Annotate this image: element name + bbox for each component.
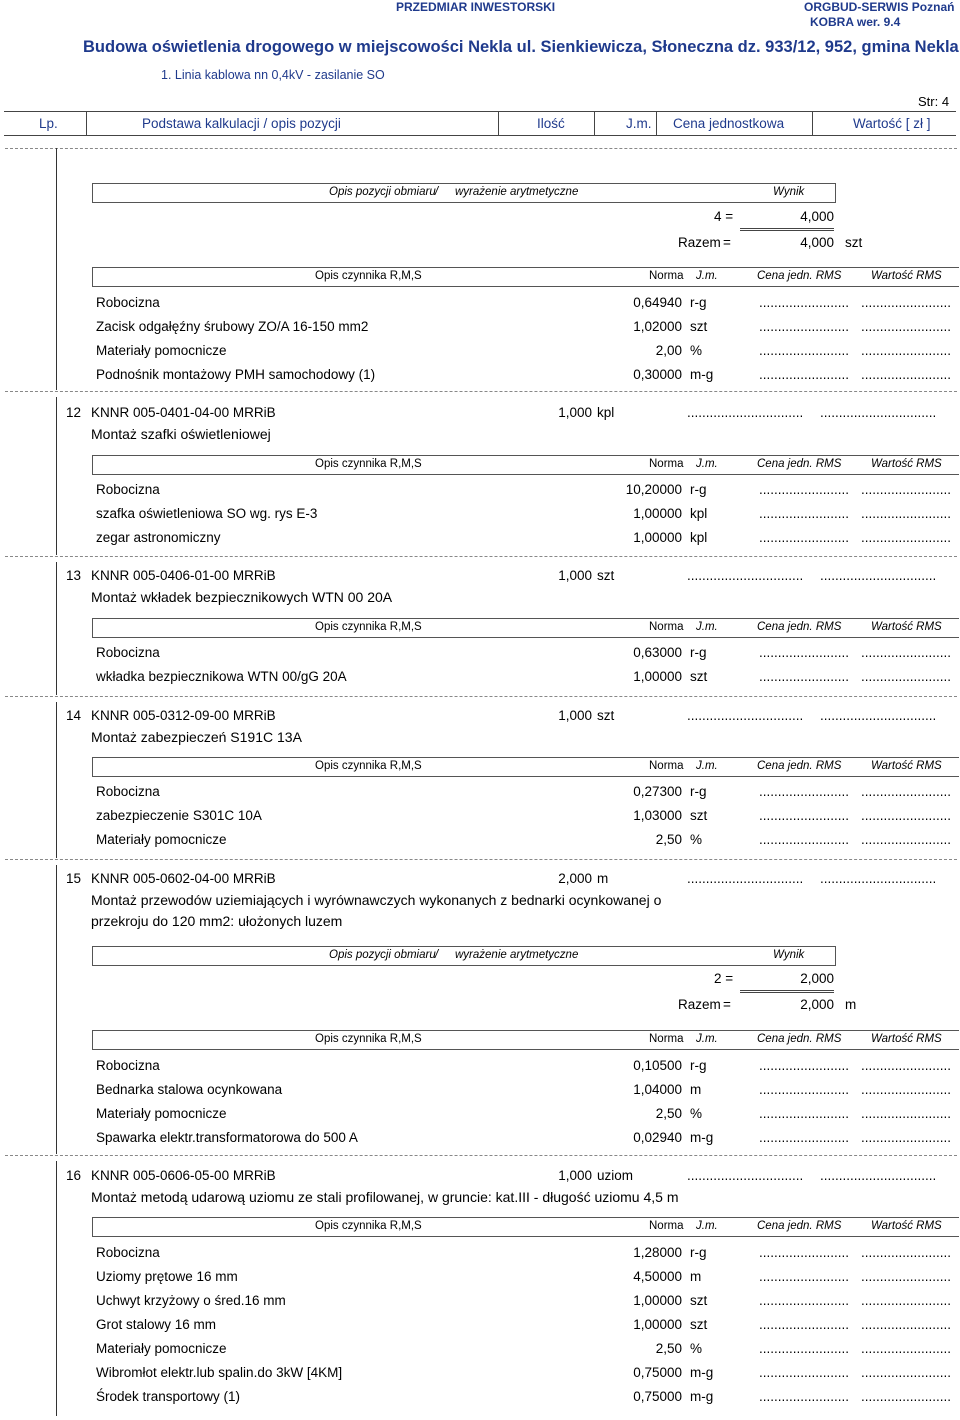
rms-price-placeholder: ........................ xyxy=(759,530,850,545)
rms-name: wkładka bezpiecznikowa WTN 00/gG 20A xyxy=(96,669,347,684)
rms-price-placeholder: ........................ xyxy=(759,295,850,310)
item-description: Montaż wkładek bezpiecznikowych WTN 00 20A xyxy=(91,589,393,605)
rms-price-label: Cena jedn. RMS xyxy=(757,1033,842,1045)
section-separator xyxy=(5,556,957,557)
rms-unit: szt xyxy=(690,669,708,684)
rms-unit: r-g xyxy=(690,645,707,660)
rms-name: zabezpieczenie S301C 10A xyxy=(96,808,262,823)
rms-norm-label: Norma xyxy=(649,621,684,633)
col-basis: Podstawa kalkulacji / opis pozycji xyxy=(142,116,341,131)
rms-norm: 1,03000 xyxy=(633,808,682,823)
rms-value-placeholder: ........................ xyxy=(861,1106,952,1121)
page-number: Str: 4 xyxy=(918,94,950,109)
rms-norm-label: Norma xyxy=(649,458,684,470)
rms-name: Środek transportowy (1) xyxy=(96,1389,241,1404)
rms-value-placeholder: ........................ xyxy=(861,1058,952,1073)
rms-price-placeholder: ........................ xyxy=(759,1341,850,1356)
item-lp: 14 xyxy=(66,708,82,723)
item-unit-price-placeholder: ............................... xyxy=(687,1168,804,1183)
rms-price-placeholder: ........................ xyxy=(759,1317,850,1332)
rms-header xyxy=(92,1030,959,1050)
razem-eq: = xyxy=(723,997,731,1012)
rms-name: Uchwyt krzyżowy o śred.16 mm xyxy=(96,1293,286,1308)
item-unit: szt xyxy=(597,708,615,723)
rms-header xyxy=(92,757,959,777)
rms-norm-label: Norma xyxy=(649,760,684,772)
rms-desc-label: Opis czynnika R,M,S xyxy=(315,760,422,772)
column-header-top-rule xyxy=(4,111,956,112)
item-qty: 1,000 xyxy=(558,568,592,583)
item-unit-price-placeholder: ............................... xyxy=(687,871,804,886)
rms-unit: m-g xyxy=(690,1389,714,1404)
rms-price-placeholder: ........................ xyxy=(759,832,850,847)
rms-norm: 1,00000 xyxy=(633,530,682,545)
obmiar-header xyxy=(92,183,836,203)
rms-unit: m-g xyxy=(690,1130,714,1145)
rms-header xyxy=(92,455,959,475)
company-label: ORGBUD-SERWIS Poznań xyxy=(804,0,955,14)
rms-name: Materiały pomocnicze xyxy=(96,1106,227,1121)
rms-price-placeholder: ........................ xyxy=(759,808,850,823)
rms-price-placeholder: ........................ xyxy=(759,319,850,334)
obmiar-expr-label: wyrażenie arytmetyczne xyxy=(455,186,579,198)
item-value-placeholder: ............................... xyxy=(820,405,937,420)
rms-header xyxy=(92,267,959,287)
rms-value-placeholder: ........................ xyxy=(861,669,952,684)
rms-norm: 2,50 xyxy=(655,832,682,847)
rms-desc-label: Opis czynnika R,M,S xyxy=(315,1033,422,1045)
rms-unit: m xyxy=(690,1082,702,1097)
rms-header xyxy=(92,1217,959,1237)
item-description: przekroju do 120 mm2: ułożonych luzem xyxy=(91,913,343,929)
rms-norm: 1,00000 xyxy=(633,669,682,684)
col-unit-price: Cena jednostkowa xyxy=(673,116,785,131)
software-version-label: KOBRA wer. 9.4 xyxy=(810,15,901,29)
rms-name: Materiały pomocnicze xyxy=(96,832,227,847)
rms-price-placeholder: ........................ xyxy=(759,1269,850,1284)
rms-value-label: Wartość RMS xyxy=(871,270,942,282)
sum-rule xyxy=(740,228,834,231)
rms-unit: szt xyxy=(690,1293,708,1308)
rms-name: Robocizna xyxy=(96,482,160,497)
col-divider xyxy=(498,111,499,135)
section-separator xyxy=(5,391,957,392)
rms-value-label: Wartość RMS xyxy=(871,621,942,633)
rms-price-placeholder: ........................ xyxy=(759,1365,850,1380)
razem-label: Razem xyxy=(678,235,721,250)
rms-price-placeholder: ........................ xyxy=(759,482,850,497)
obmiar-expression: 4 = xyxy=(714,209,734,224)
rms-norm: 1,00000 xyxy=(633,506,682,521)
rms-name: Spawarka elektr.transformatorowa do 500 A xyxy=(96,1130,358,1145)
rms-norm: 10,20000 xyxy=(625,482,682,497)
rms-header xyxy=(92,618,959,638)
document-type-label: PRZEDMIAR INWESTORSKI xyxy=(396,0,556,14)
section-subtitle: 1. Linia kablowa nn 0,4kV - zasilanie SO xyxy=(161,68,385,82)
rms-name: Robocizna xyxy=(96,295,160,310)
rms-name: Wibromłot elektr.lub spalin.do 3kW [4KM] xyxy=(96,1365,343,1380)
rms-name: Robocizna xyxy=(96,645,160,660)
rms-value-placeholder: ........................ xyxy=(861,367,952,382)
item-unit-price-placeholder: ............................... xyxy=(687,568,804,583)
obmiar-expr-label: wyrażenie arytmetyczne xyxy=(455,949,579,961)
rms-value-placeholder: ........................ xyxy=(861,645,952,660)
rms-price-placeholder: ........................ xyxy=(759,367,850,382)
item-code: KNNR 005-0401-04-00 MRRiB xyxy=(91,405,276,420)
rms-norm: 0,10500 xyxy=(633,1058,682,1073)
rms-value-placeholder: ........................ xyxy=(861,1389,952,1404)
item-code: KNNR 005-0602-04-00 MRRiB xyxy=(91,871,276,886)
rms-unit: kpl xyxy=(690,506,708,521)
item-description: Montaż metodą udarową uziomu ze stali profilowanej, w gruncie: kat.III - długość uziomu 4,5 m xyxy=(91,1189,679,1205)
col-divider xyxy=(812,111,813,135)
rms-norm: 0,30000 xyxy=(633,367,682,382)
rms-price-placeholder: ........................ xyxy=(759,1389,850,1404)
rms-norm: 1,00000 xyxy=(633,1293,682,1308)
rms-value-placeholder: ........................ xyxy=(861,295,952,310)
rms-value-placeholder: ........................ xyxy=(861,482,952,497)
item-lp: 15 xyxy=(66,871,82,886)
section-separator xyxy=(5,859,957,860)
rms-norm: 0,02940 xyxy=(633,1130,682,1145)
rms-price-label: Cena jedn. RMS xyxy=(757,621,842,633)
rms-unit: r-g xyxy=(690,1058,707,1073)
item-lp: 16 xyxy=(66,1168,82,1183)
rms-desc-label: Opis czynnika R,M,S xyxy=(315,1220,422,1232)
rms-name: Uziomy prętowe 16 mm xyxy=(96,1269,238,1284)
rms-unit: szt xyxy=(690,319,708,334)
razem-label: Razem xyxy=(678,997,721,1012)
rms-name: Materiały pomocnicze xyxy=(96,343,227,358)
rms-price-placeholder: ........................ xyxy=(759,784,850,799)
rms-price-label: Cena jedn. RMS xyxy=(757,760,842,772)
item-lp: 13 xyxy=(66,568,82,583)
rms-unit: kpl xyxy=(690,530,708,545)
item-lp: 12 xyxy=(66,405,82,420)
razem-value: 2,000 xyxy=(800,997,834,1012)
rms-value-label: Wartość RMS xyxy=(871,760,942,772)
rms-price-placeholder: ........................ xyxy=(759,1130,850,1145)
item-qty: 2,000 xyxy=(558,871,592,886)
obmiar-expression: 2 = xyxy=(714,971,734,986)
obmiar-header xyxy=(92,946,836,966)
rms-value-placeholder: ........................ xyxy=(861,530,952,545)
rms-name: Materiały pomocnicze xyxy=(96,1341,227,1356)
item-code: KNNR 005-0606-05-00 MRRiB xyxy=(91,1168,276,1183)
rms-value-placeholder: ........................ xyxy=(861,808,952,823)
rms-norm: 1,02000 xyxy=(633,319,682,334)
obmiar-slash: / xyxy=(435,949,439,961)
rms-price-placeholder: ........................ xyxy=(759,1058,850,1073)
rms-price-placeholder: ........................ xyxy=(759,343,850,358)
col-qty: Ilość xyxy=(537,116,565,131)
rms-norm-label: Norma xyxy=(649,270,684,282)
rms-unit-label: J.m. xyxy=(696,458,718,470)
rms-norm-label: Norma xyxy=(649,1220,684,1232)
rms-norm: 4,50000 xyxy=(633,1269,682,1284)
project-title: Budowa oświetlenia drogowego w miejscowości Nekla ul. Sienkiewicza, Słoneczna dz. 933/12, 952, gmina Nekla xyxy=(83,38,959,56)
rms-price-placeholder: ........................ xyxy=(759,1293,850,1308)
rms-norm: 0,75000 xyxy=(633,1389,682,1404)
razem-value: 4,000 xyxy=(800,235,834,250)
rms-value-placeholder: ........................ xyxy=(861,832,952,847)
rms-value-placeholder: ........................ xyxy=(861,343,952,358)
rms-unit: r-g xyxy=(690,784,707,799)
rms-value-label: Wartość RMS xyxy=(871,458,942,470)
col-divider xyxy=(86,111,87,135)
rms-unit-label: J.m. xyxy=(696,760,718,772)
item-unit-price-placeholder: ............................... xyxy=(687,708,804,723)
item-code: KNNR 005-0406-01-00 MRRiB xyxy=(91,568,276,583)
item-qty: 1,000 xyxy=(558,1168,592,1183)
rms-value-placeholder: ........................ xyxy=(861,319,952,334)
rms-value-placeholder: ........................ xyxy=(861,1341,952,1356)
item-unit: szt xyxy=(597,568,615,583)
razem-unit: szt xyxy=(845,235,863,250)
rms-unit: szt xyxy=(690,1317,708,1332)
rms-unit: % xyxy=(690,832,703,847)
rms-name: zegar astronomiczny xyxy=(96,530,221,545)
item-qty: 1,000 xyxy=(558,405,592,420)
rms-unit-label: J.m. xyxy=(696,270,718,282)
rms-unit: r-g xyxy=(690,1245,707,1260)
rms-name: Zacisk odgałęźny śrubowy ZO/A 16-150 mm2 xyxy=(96,319,369,334)
item-qty: 1,000 xyxy=(558,708,592,723)
obmiar-result-label: Wynik xyxy=(773,949,805,961)
rms-value-placeholder: ........................ xyxy=(861,1269,952,1284)
rms-unit-label: J.m. xyxy=(696,1033,718,1045)
rms-unit: szt xyxy=(690,808,708,823)
item-unit-price-placeholder: ............................... xyxy=(687,405,804,420)
rms-value-placeholder: ........................ xyxy=(861,784,952,799)
rms-value-placeholder: ........................ xyxy=(861,1365,952,1380)
sum-rule xyxy=(740,990,834,993)
item-unit: uziom xyxy=(597,1168,634,1183)
item-value-placeholder: ............................... xyxy=(820,708,937,723)
col-lp: Lp. xyxy=(39,116,58,131)
rms-unit: % xyxy=(690,1106,703,1121)
rms-name: Podnośnik montażowy PMH samochodowy (1) xyxy=(96,367,376,382)
rms-desc-label: Opis czynnika R,M,S xyxy=(315,621,422,633)
obmiar-result-label: Wynik xyxy=(773,186,805,198)
rms-value-placeholder: ........................ xyxy=(861,1130,952,1145)
rms-name: Robocizna xyxy=(96,1245,160,1260)
item-description: Montaż zabezpieczeń S191C 13A xyxy=(91,729,302,745)
item-value-placeholder: ............................... xyxy=(820,1168,937,1183)
rms-name: Bednarka stalowa ocynkowana xyxy=(96,1082,283,1097)
rms-unit-label: J.m. xyxy=(696,1220,718,1232)
item-value-placeholder: ............................... xyxy=(820,568,937,583)
rms-price-placeholder: ........................ xyxy=(759,506,850,521)
rms-norm: 2,00 xyxy=(655,343,682,358)
rms-value-label: Wartość RMS xyxy=(871,1220,942,1232)
rms-price-placeholder: ........................ xyxy=(759,1245,850,1260)
rms-desc-label: Opis czynnika R,M,S xyxy=(315,270,422,282)
item-description: Montaż przewodów uziemiających i wyrównawczych wykonanych z bednarki ocynkowanej o xyxy=(91,892,662,908)
col-divider xyxy=(594,111,595,135)
item-unit: m xyxy=(597,871,609,886)
rms-unit: m-g xyxy=(690,367,714,382)
obmiar-desc-label: Opis pozycji obmiaru xyxy=(329,949,436,961)
rms-price-label: Cena jedn. RMS xyxy=(757,1220,842,1232)
rms-value-placeholder: ........................ xyxy=(861,1082,952,1097)
rms-unit: m xyxy=(690,1269,702,1284)
rms-norm: 2,50 xyxy=(655,1341,682,1356)
rms-norm: 0,27300 xyxy=(633,784,682,799)
section-separator xyxy=(5,696,957,697)
rms-name: Grot stalowy 16 mm xyxy=(96,1317,217,1332)
rms-unit: % xyxy=(690,1341,703,1356)
rms-unit: m-g xyxy=(690,1365,714,1380)
rms-value-placeholder: ........................ xyxy=(861,1245,952,1260)
rms-name: Robocizna xyxy=(96,784,160,799)
col-divider xyxy=(656,111,657,135)
column-header-bottom-rule xyxy=(4,135,956,136)
rms-unit: r-g xyxy=(690,295,707,310)
rms-unit-label: J.m. xyxy=(696,621,718,633)
col-value: Wartość [ zł ] xyxy=(853,116,931,131)
section-separator xyxy=(5,1155,957,1156)
rms-name: szafka oświetleniowa SO wg. rys E-3 xyxy=(96,506,318,521)
rms-norm: 0,75000 xyxy=(633,1365,682,1380)
rms-value-placeholder: ........................ xyxy=(861,506,952,521)
rms-norm: 2,50 xyxy=(655,1106,682,1121)
obmiar-desc-label: Opis pozycji obmiaru xyxy=(329,186,436,198)
item-description: Montaż szafki oświetleniowej xyxy=(91,426,271,442)
rms-norm: 0,64940 xyxy=(633,295,682,310)
rms-unit: r-g xyxy=(690,482,707,497)
rms-norm: 0,63000 xyxy=(633,645,682,660)
item-value-placeholder: ............................... xyxy=(820,871,937,886)
rms-price-placeholder: ........................ xyxy=(759,1082,850,1097)
rms-value-placeholder: ........................ xyxy=(861,1317,952,1332)
rms-norm: 1,04000 xyxy=(633,1082,682,1097)
rms-desc-label: Opis czynnika R,M,S xyxy=(315,458,422,470)
rms-unit: % xyxy=(690,343,703,358)
razem-eq: = xyxy=(723,235,731,250)
obmiar-result: 4,000 xyxy=(800,209,834,224)
rms-price-label: Cena jedn. RMS xyxy=(757,270,842,282)
razem-unit: m xyxy=(845,997,857,1012)
rms-value-label: Wartość RMS xyxy=(871,1033,942,1045)
item-unit: kpl xyxy=(597,405,615,420)
rms-price-placeholder: ........................ xyxy=(759,1106,850,1121)
rms-price-label: Cena jedn. RMS xyxy=(757,458,842,470)
rms-price-placeholder: ........................ xyxy=(759,645,850,660)
col-unit: J.m. xyxy=(626,116,652,131)
obmiar-slash: / xyxy=(435,186,439,198)
rms-name: Robocizna xyxy=(96,1058,160,1073)
rms-norm-label: Norma xyxy=(649,1033,684,1045)
rms-value-placeholder: ........................ xyxy=(861,1293,952,1308)
obmiar-result: 2,000 xyxy=(800,971,834,986)
rms-price-placeholder: ........................ xyxy=(759,669,850,684)
rms-norm: 1,28000 xyxy=(633,1245,682,1260)
item-code: KNNR 005-0312-09-00 MRRiB xyxy=(91,708,276,723)
rms-norm: 1,00000 xyxy=(633,1317,682,1332)
